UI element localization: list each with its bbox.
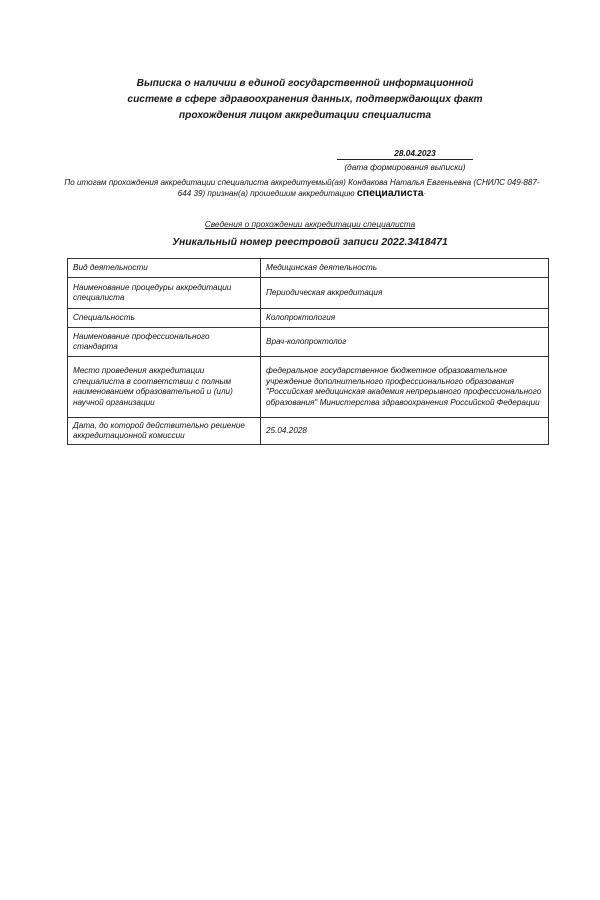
table-row	[68, 309, 549, 328]
title-line: прохождения лицом аккредитации специалиста	[178, 110, 432, 121]
row-label: Место проведения аккредитации специалиста в соответствии с полным наименованием образовательной и (или) научной организации	[68, 357, 261, 418]
issue-date-caption: (дата формирования выписки)	[344, 162, 466, 172]
accreditation-table	[67, 258, 549, 445]
row-label: Специальность	[68, 309, 261, 328]
row-value: 25.04.2028	[261, 418, 549, 445]
title-line: системе в сфере здравоохранения данных, подтверждающих факт	[127, 94, 483, 105]
intro-tail: ·	[423, 189, 427, 198]
row-label: Вид деятельности	[68, 259, 261, 278]
row-value: Врач-колопроктолог	[261, 328, 549, 357]
table-row	[68, 259, 549, 278]
intro-emphasis: специалиста	[356, 187, 424, 199]
issue-date: 28.04.2023	[337, 148, 473, 160]
date-block	[334, 143, 476, 173]
row-label: Дата, до которой действительно решение аккредитационной комиссии	[68, 418, 261, 445]
table-row	[68, 357, 549, 418]
title-line: Выписка о наличии в единой государственной информационной	[136, 78, 474, 89]
row-value: Медицинская деятельность	[261, 259, 549, 278]
row-label: Наименование процедуры аккредитации специалиста	[68, 278, 261, 309]
intro-text: По итогам прохождения аккредитации специалиста аккредитуемый(ая) Кондакова Наталья Евгеньевна (СНИЛС 049-887-644 39) признан(а) прошедшим аккредитацию	[64, 178, 540, 198]
table-row	[68, 278, 549, 309]
document-title	[100, 76, 510, 124]
row-value: Периодическая аккредитация	[261, 278, 549, 309]
row-value: Колопроктология	[261, 309, 549, 328]
row-label: Наименование профессионального стандарта	[68, 328, 261, 357]
registry-number: Уникальный номер реестровой записи 2022.3418471	[172, 237, 448, 248]
row-value: федеральное государственное бюджетное образовательное учреждение дополнительного профессионального образования "Российская медицинская академия непрерывного профессионального образования" Министерства здравоохранения Российской Федерации	[261, 357, 549, 418]
section-heading: Сведения о прохождении аккредитации специалиста	[204, 219, 416, 229]
table-row	[68, 418, 549, 445]
table-row	[68, 328, 549, 357]
intro-paragraph	[62, 177, 542, 199]
